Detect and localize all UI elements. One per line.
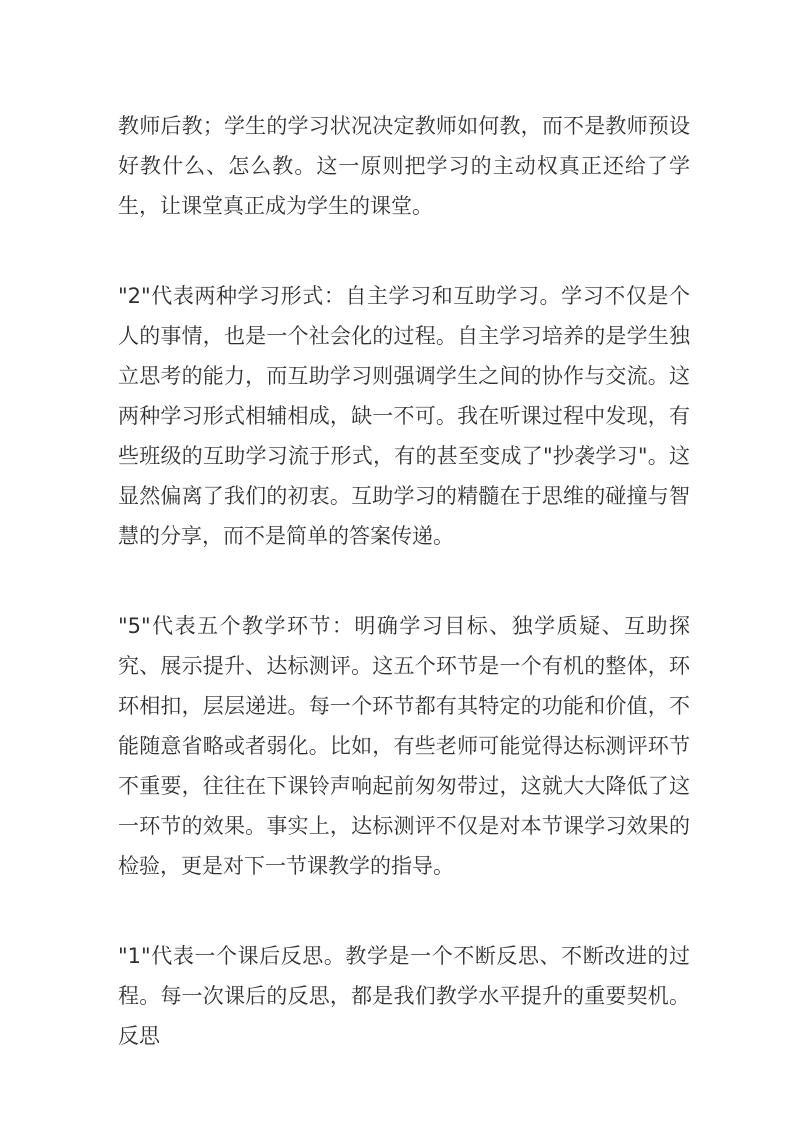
paragraph-3: "5"代表五个教学环节：明确学习目标、独学质疑、互助探究、展示提升、达标测评。这五个环节是一个有机的整体，环环相扣，层层递进。每一个环节都有其特定的功能和价值，不能随意省略或者弱化。比如，有些老师可能觉得达标测评环节不重要，往往在下课铃声响起前匆匆带过，这就大大降低了这一环节的效果。事实上，达标测评不仅是对本节课学习效果的检验，更是对下一节课教学的指导。 <box>118 614 690 878</box>
paragraph-1: 教师后教；学生的学习状况决定教师如何教，而不是教师预设好教什么、怎么教。这一原则把学习的主动权真正还给了学生，让课堂真正成为学生的课堂。 <box>118 114 690 218</box>
paragraph-4: "1"代表一个课后反思。教学是一个不断反思、不断改进的过程。每一次课后的反思，都是我们教学水平提升的重要契机。反思 <box>118 944 690 1048</box>
paragraph-2: "2"代表两种学习形式：自主学习和互助学习。学习不仅是个人的事情，也是一个社会化的过程。自主学习培养的是学生独立思考的能力，而互助学习则强调学生之间的协作与交流。这两种学习形式相辅相成，缺一不可。我在听课过程中发现，有些班级的互助学习流于形式，有的甚至变成了"抄袭学习"。这显然偏离了我们的初衷。互助学习的精髓在于思维的碰撞与智慧的分享，而不是简单的答案传递。 <box>118 284 690 548</box>
